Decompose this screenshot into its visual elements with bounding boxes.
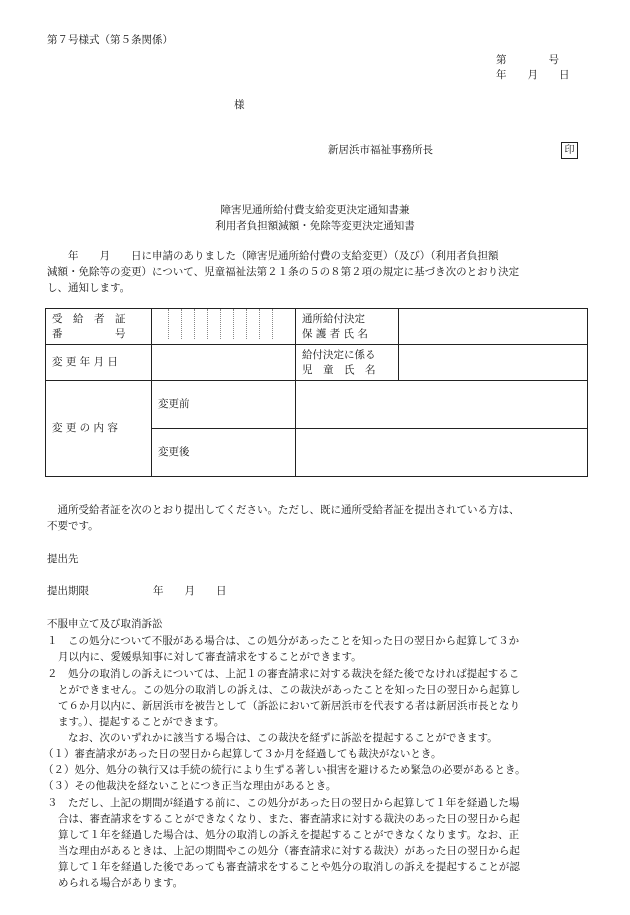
appeal-line: なお、次のいずれかに該当する場合は、この裁決を経ずに訴訟を提起することができます。 bbox=[47, 732, 498, 744]
document-number: 第 号 bbox=[496, 54, 559, 66]
label-line: 番 号 bbox=[52, 327, 126, 340]
intro-line: 年 月 日に申請のありました（障害児通所給付費の支給変更）（及び）（利用者負担額 bbox=[47, 250, 499, 262]
title-line-2: 利用者負担額減額・免除等変更決定通知書 bbox=[215, 220, 415, 232]
recipient-number-label bbox=[46, 309, 152, 345]
seal-mark: 印 bbox=[561, 142, 578, 159]
submit-deadline-label: 提出期限 bbox=[47, 585, 89, 597]
submit-deadline-date: 年 月 日 bbox=[153, 585, 227, 597]
change-date-value[interactable] bbox=[152, 345, 296, 381]
before-value[interactable] bbox=[296, 381, 588, 429]
appeal-line: とができません。この処分の取消しの訴えは、この裁決があったことを知った日の翌日から起算し bbox=[58, 684, 521, 696]
submit-notice-line: 通所受給者証を次のとおり提出してください。ただし、既に通所受給者証を提出されている方は、 bbox=[47, 504, 520, 516]
appeal-line: （２）処分、処分の執行又は手続の続行により生ずる著しい損害を避けるため緊急の必要があるとき。 bbox=[43, 764, 526, 776]
digit-box bbox=[169, 309, 182, 339]
guardian-name-label bbox=[296, 309, 399, 344]
appeal-line: （３）その他裁決を経ないことにつき正当な理由があるとき。 bbox=[43, 780, 337, 792]
change-date-label: 変 更 年 月 日 bbox=[46, 345, 152, 381]
label-line: 児 童 氏 名 bbox=[302, 363, 376, 376]
label-line: 給付決定に係る bbox=[302, 348, 376, 361]
appeal-line: 算して１年を経過した場合は、処分の取消しの訴えを提起することができなくなります。なお、正 bbox=[58, 829, 520, 841]
appeal-line: 算して１年を経過した後であっても審査請求をすることや処分の取消しの訴えを提起することが認 bbox=[58, 861, 520, 873]
label-line: 通所給付決定 bbox=[302, 312, 365, 325]
appeal-line: １ この処分について不服がある場合は、この処分があったことを知った日の翌日から起算して３か bbox=[47, 635, 520, 647]
appeal-line: 合は、審査請求をすることができなくなり、また、審査請求に対する裁決のあった日の翌日から起 bbox=[58, 813, 520, 825]
appeal-line: ３ ただし、上記の期間が経過する前に、この処分があった日の翌日から起算して１年を経過した場 bbox=[47, 797, 520, 809]
submit-place-label: 提出先 bbox=[47, 553, 79, 565]
submit-notice-line: 不要です。 bbox=[47, 520, 99, 532]
appeal-line: て６か月以内に、新居浜市を被告として（訴訟において新居浜市を代表する者は新居浜市長となり bbox=[58, 700, 520, 712]
appeal-line: 当な理由があるときは、上記の期間やこの処分（審査請求に対する裁決）があった日の翌日から起 bbox=[58, 845, 520, 857]
digit-box bbox=[182, 309, 195, 339]
after-label: 変更後 bbox=[152, 429, 296, 477]
label-line: 保 護 者 氏 名 bbox=[302, 327, 368, 340]
digit-box bbox=[221, 309, 234, 339]
guardian-name-value[interactable] bbox=[399, 309, 588, 344]
change-details-table bbox=[45, 308, 588, 477]
digit-box bbox=[273, 309, 285, 339]
child-name-label bbox=[296, 345, 399, 380]
intro-line: し、通知します。 bbox=[47, 282, 131, 294]
intro-line: 減額・免除等の変更）について、児童福祉法第２１条の５の８第２項の規定に基づき次のとおり決定 bbox=[47, 266, 520, 278]
label-line: 受 給 者 証 bbox=[52, 312, 126, 325]
digit-box bbox=[247, 309, 260, 339]
issuer-name: 新居浜市福祉事務所長 bbox=[328, 144, 433, 156]
form-id: 第７号様式（第５条関係） bbox=[47, 34, 173, 46]
document-date: 年 月 日 bbox=[496, 69, 570, 81]
digit-box bbox=[195, 309, 208, 339]
digit-box bbox=[156, 309, 169, 339]
digit-box bbox=[260, 309, 273, 339]
appeal-line: 月以内に、愛媛県知事に対して審査請求をすることができます。 bbox=[58, 651, 362, 663]
recipient-number-cell[interactable] bbox=[152, 309, 296, 345]
digit-box bbox=[208, 309, 221, 339]
before-label: 変更前 bbox=[152, 381, 296, 429]
child-row bbox=[296, 345, 588, 381]
appeal-line: められる場合があります。 bbox=[58, 877, 184, 889]
title-line-1: 障害児通所給付費支給変更決定通知書兼 bbox=[220, 204, 410, 216]
appeal-line: （１）審査請求があった日の翌日から起算して３か月を経過しても裁決がないとき。 bbox=[43, 748, 442, 760]
child-name-value[interactable] bbox=[399, 345, 588, 380]
appeal-line: ２ 処分の取消しの訴えについては、上記１の審査請求に対する裁決を経た後でなければ提起するこ bbox=[47, 668, 520, 680]
appeal-heading: 不服申立て及び取消訴訟 bbox=[47, 618, 163, 630]
guardian-row bbox=[296, 309, 588, 345]
after-value[interactable] bbox=[296, 429, 588, 477]
appeal-line: ます。）、提起することができます。 bbox=[58, 716, 225, 728]
digit-box bbox=[234, 309, 247, 339]
change-content-label: 変 更 の 内 容 bbox=[46, 381, 152, 477]
addressee-suffix: 様 bbox=[234, 99, 245, 111]
